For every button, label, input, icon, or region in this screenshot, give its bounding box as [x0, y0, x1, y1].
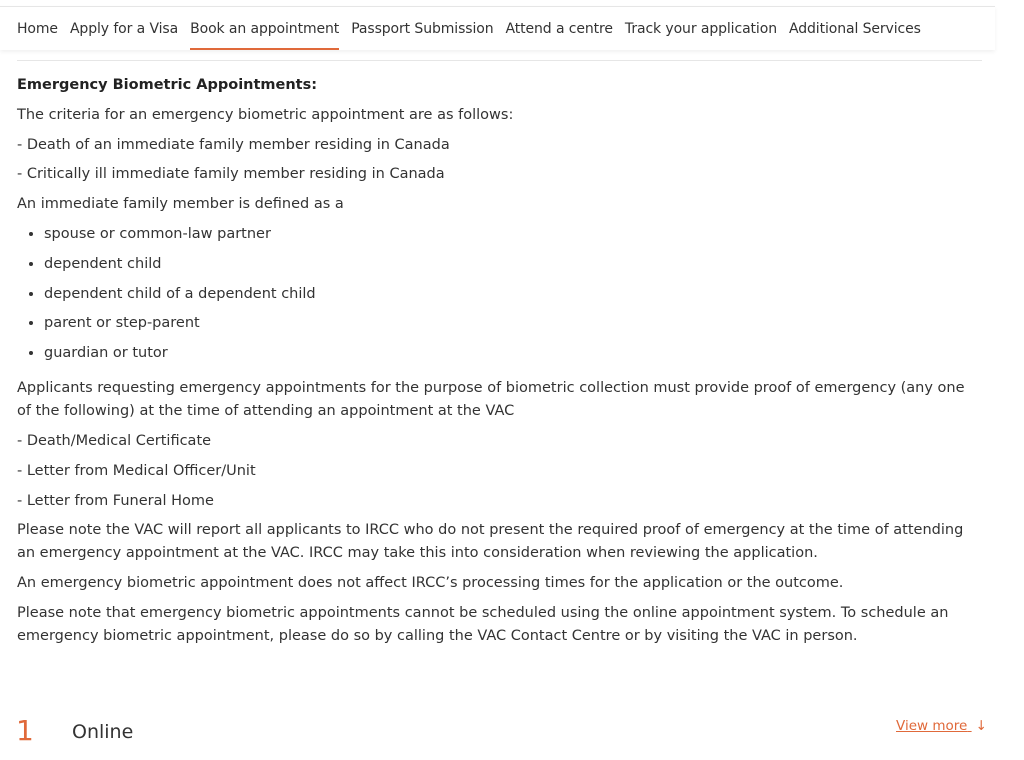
list-item: • dependent child of a dependent child: [44, 283, 982, 306]
step-number: 1: [16, 714, 34, 747]
nav-item-book-appointment[interactable]: Book an appointment: [184, 7, 345, 50]
nav-item-apply-for-visa[interactable]: Apply for a Visa: [69, 20, 179, 37]
content-divider: [17, 60, 982, 61]
nav-item-additional-services[interactable]: Additional Services: [788, 20, 921, 37]
proof-item: - Letter from Funeral Home: [17, 492, 214, 509]
section-heading: Emergency Biometric Appointments:: [17, 77, 318, 93]
criteria-item: - Death of an immediate family member residing in Canada: [17, 136, 450, 153]
note-schedule: Please note that emergency biometric appointments cannot be scheduled using the online appointment system. To schedule an emergency biometric appointment, please do so by calling the VAC Contact Centre or by visiting the VAC in person.: [17, 604, 949, 644]
criteria-intro: The criteria for an emergency biometric appointment are as follows:: [17, 106, 514, 123]
list-item: • spouse or common-law partner: [44, 223, 982, 246]
nav-item-passport-submission[interactable]: Passport Submission: [351, 20, 494, 37]
nav-item-track-application[interactable]: Track your application: [624, 20, 777, 37]
view-more-label: View more: [896, 718, 968, 734]
nav-item-attend-centre[interactable]: Attend a centre: [505, 20, 613, 37]
list-item: • dependent child: [44, 253, 982, 276]
emergency-appointment-content: [17, 74, 982, 655]
nav-item-home[interactable]: Home: [17, 20, 58, 37]
criteria-item: - Critically ill immediate family member residing in Canada: [17, 166, 445, 183]
family-member-list: [17, 223, 982, 365]
note-processing: An emergency biometric appointment does not affect IRCC’s processing times for the application or the outcome.: [17, 575, 844, 592]
top-navigation: [0, 6, 995, 50]
list-item: • guardian or tutor: [44, 342, 982, 365]
family-intro: An immediate family member is defined as a: [17, 196, 344, 213]
list-item: • parent or step-parent: [44, 312, 982, 335]
proof-item: - Death/Medical Certificate: [17, 432, 212, 449]
arrow-down-icon: ↓: [975, 718, 987, 734]
proof-intro: Applicants requesting emergency appointments for the purpose of biometric collection must provide proof of emergency (any one of the following) at the time of attending an appointment at the VAC: [17, 380, 965, 420]
note-report: Please note the VAC will report all applicants to IRCC who do not present the required proof of emergency at the time of attending an emergency appointment at the VAC. IRCC may take this into consideration when reviewing the application.: [17, 522, 964, 562]
proof-item: - Letter from Medical Officer/Unit: [17, 462, 256, 479]
step-title: Online: [72, 721, 134, 743]
view-more-link[interactable]: [896, 716, 987, 736]
